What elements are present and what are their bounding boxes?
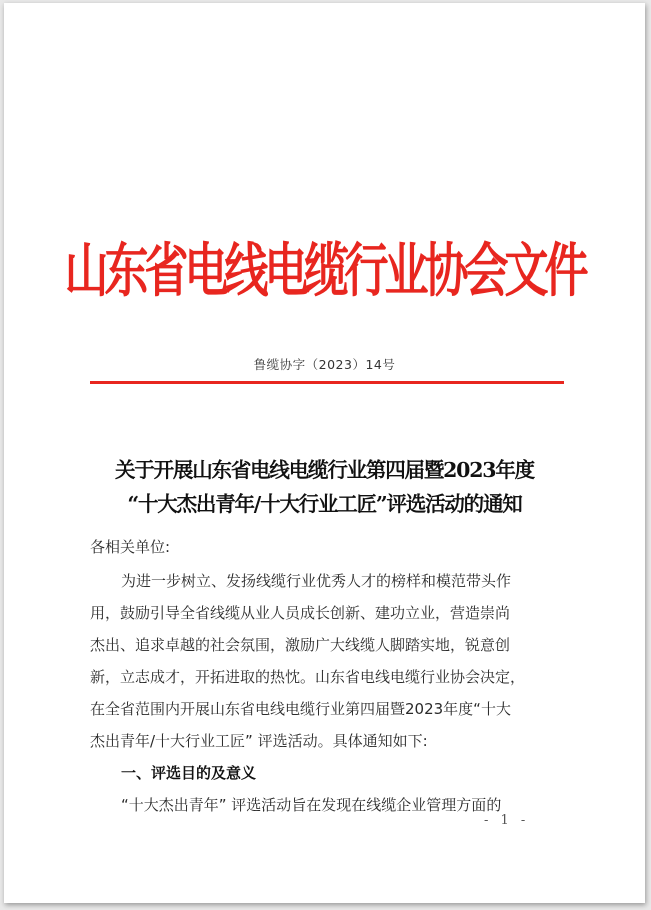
paragraph-line: 用，鼓励引导全省线缆从业人员成长创新、建功立业，营造崇尚 xyxy=(90,604,511,622)
paragraph-line: 在全省范围内开展山东省电线电缆行业第四届暨2023年度“十大 xyxy=(90,700,511,718)
page-number: - 1 - xyxy=(484,813,530,828)
section-heading: 一、评选目的及意义 xyxy=(121,764,257,782)
notice-title-line-2: “十大杰出青年/十大行业工匠”评选活动的通知 xyxy=(127,492,522,516)
paragraph-line: 为进一步树立、发扬线缆行业优秀人才的榜样和模范带头作 xyxy=(121,572,512,590)
document-number: 鲁缆协字（2023）14号 xyxy=(253,357,396,372)
section-paragraph-line: “十大杰出青年” 评选活动旨在发现在线缆企业管理方面的 xyxy=(121,796,502,814)
paragraph-line: 杰出、追求卓越的社会氛围，激励广大线缆人脚踏实地，锐意创 xyxy=(90,636,511,654)
red-divider-line xyxy=(90,381,564,384)
masthead-title: 山东省电线电缆行业协会文件 xyxy=(64,237,585,305)
document-page xyxy=(4,3,645,903)
paragraph-line: 杰出青年/十大行业工匠” 评选活动。具体通知如下: xyxy=(90,732,428,750)
notice-title-line-1: 关于开展山东省电线电缆行业第四届暨2023年度 xyxy=(115,458,534,482)
salutation: 各相关单位: xyxy=(90,538,171,556)
paragraph-line: 新，立志成才，开拓进取的热忱。山东省电线电缆行业协会决定， xyxy=(90,668,526,686)
